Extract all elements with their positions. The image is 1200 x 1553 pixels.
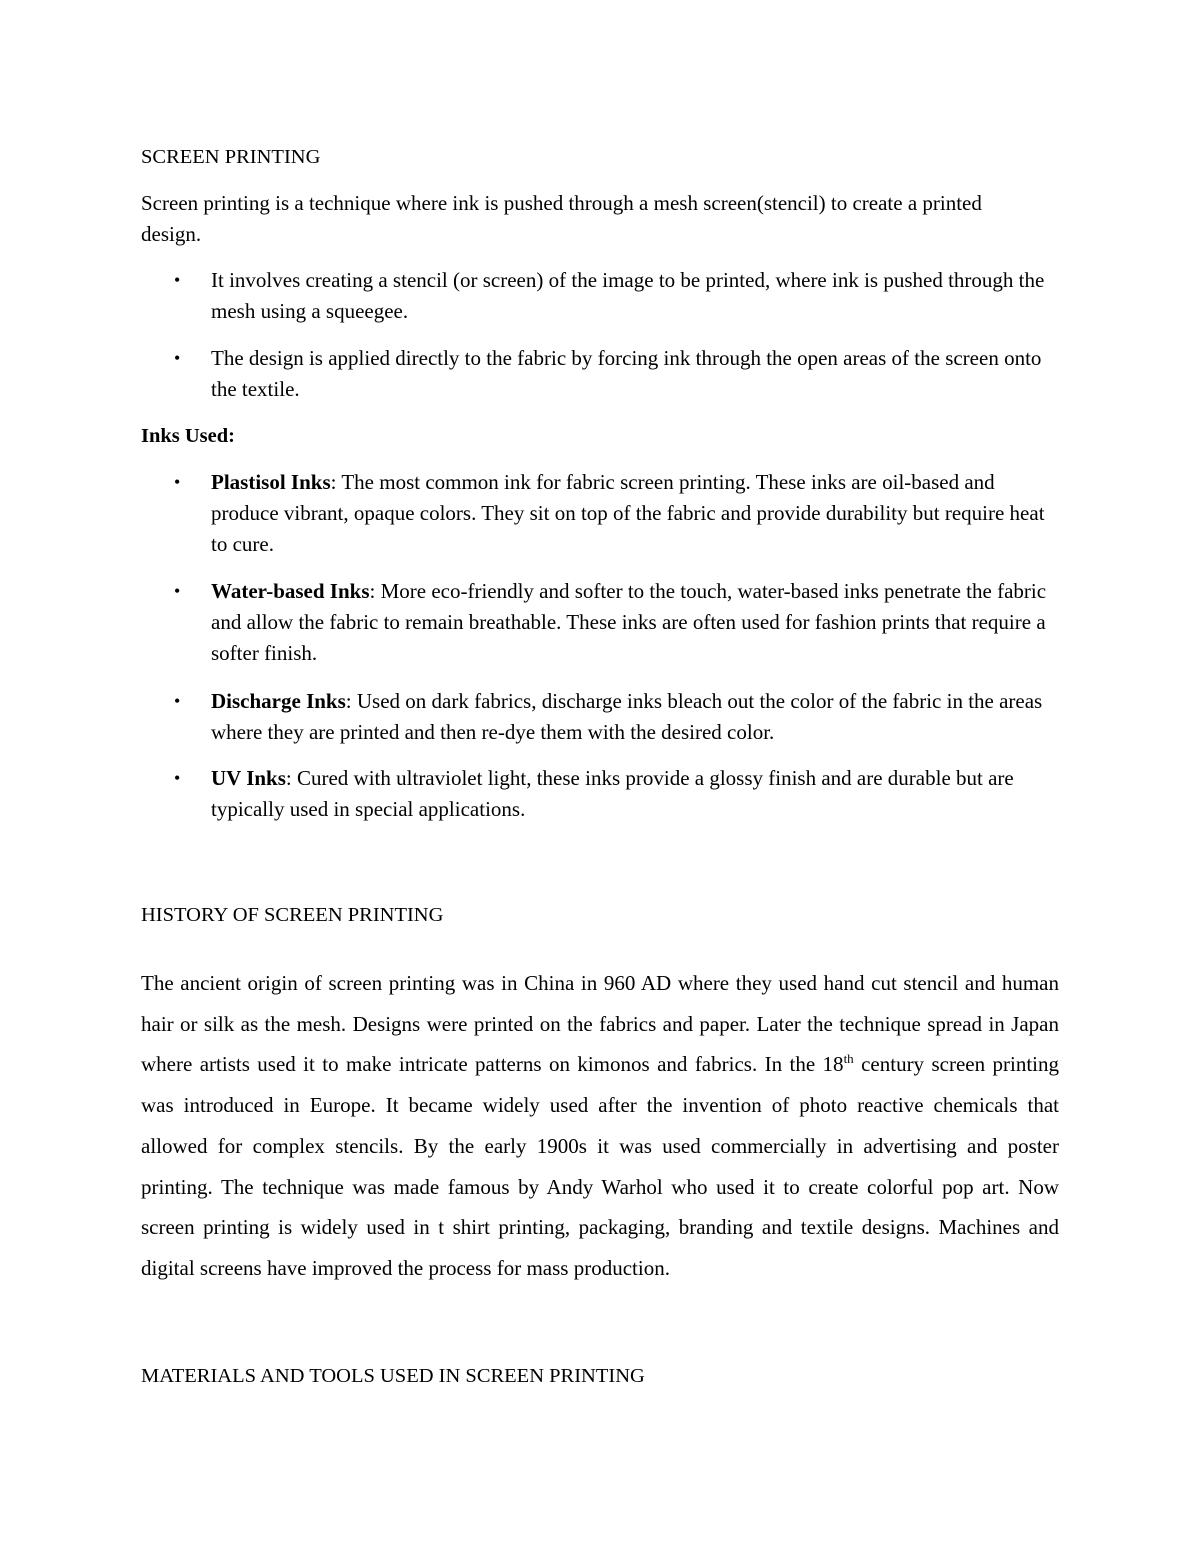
ordinal-suffix: th <box>843 1051 854 1067</box>
history-text-part1: The ancient origin of screen printing was in China in 960 AD where they used hand cut stencil and human hair or silk as the mesh. Designs were printed on the fabrics and paper. Later the technique spread in Japan where artists used it to make intricate patterns on kimonos and fabrics. In the 18 <box>141 971 1059 1077</box>
list-item-text: The design is applied directly to the fabric by forcing ink through the open areas of the screen onto the textile. <box>211 346 1042 401</box>
list-item-text: It involves creating a stencil (or screen) of the image to be printed, where ink is pushed through the mesh using a squeegee. <box>211 268 1045 323</box>
ink-label: Water-based Inks <box>211 579 370 603</box>
section-title-materials: MATERIALS AND TOOLS USED IN SCREEN PRINTING <box>141 1365 645 1387</box>
ink-description: : The most common ink for fabric screen printing. These inks are oil-based and produce vibrant, opaque colors. They sit on top of the fabric and provide durability but require heat to cure. <box>211 470 1045 556</box>
ink-label: Plastisol Inks <box>211 470 331 494</box>
history-text-part2: century screen printing was introduced in Europe. It became widely used after the invention of photo reactive chemicals that allowed for complex stencils. By the early 1900s it was used commercially in advertising and poster printing. The technique was made famous by Andy Warhol who used it to create colorful pop art. Now screen printing is widely used in t shirt printing, packaging, branding and textile designs. Machines and digital screens have improved the process for mass production. <box>141 1052 1059 1280</box>
list-item <box>174 686 1061 748</box>
inks-used-heading: Inks Used: <box>141 425 235 447</box>
list-item <box>174 265 1061 327</box>
list-item <box>174 467 1061 560</box>
list-item <box>174 343 1061 405</box>
list-item <box>174 576 1061 669</box>
list-item <box>174 763 1061 825</box>
bullet-icon: • <box>174 691 181 711</box>
history-paragraph <box>141 963 1059 1289</box>
bullet-icon: • <box>174 348 181 368</box>
bullet-icon: • <box>174 472 181 492</box>
ink-label: Discharge Inks <box>211 689 346 713</box>
bullet-icon: • <box>174 768 181 788</box>
ink-label: UV Inks <box>211 766 286 790</box>
intro-paragraph: Screen printing is a technique where ink is pushed through a mesh screen(stencil) to create a printed design. <box>141 191 982 246</box>
bullet-icon: • <box>174 270 181 290</box>
bullet-icon: • <box>174 581 181 601</box>
ink-description: : More eco-friendly and softer to the touch, water-based inks penetrate the fabric and allow the fabric to remain breathable. These inks are often used for fashion prints that require a softer finish. <box>211 579 1047 665</box>
section-title-history: HISTORY OF SCREEN PRINTING <box>141 904 444 926</box>
ink-description: : Cured with ultraviolet light, these inks provide a glossy finish and are durable but are typically used in special applications. <box>211 766 1014 821</box>
section-title-screen-printing: SCREEN PRINTING <box>141 146 321 168</box>
ink-description: : Used on dark fabrics, discharge inks bleach out the color of the fabric in the areas where they are printed and then re-dye them with the desired color. <box>211 689 1043 744</box>
